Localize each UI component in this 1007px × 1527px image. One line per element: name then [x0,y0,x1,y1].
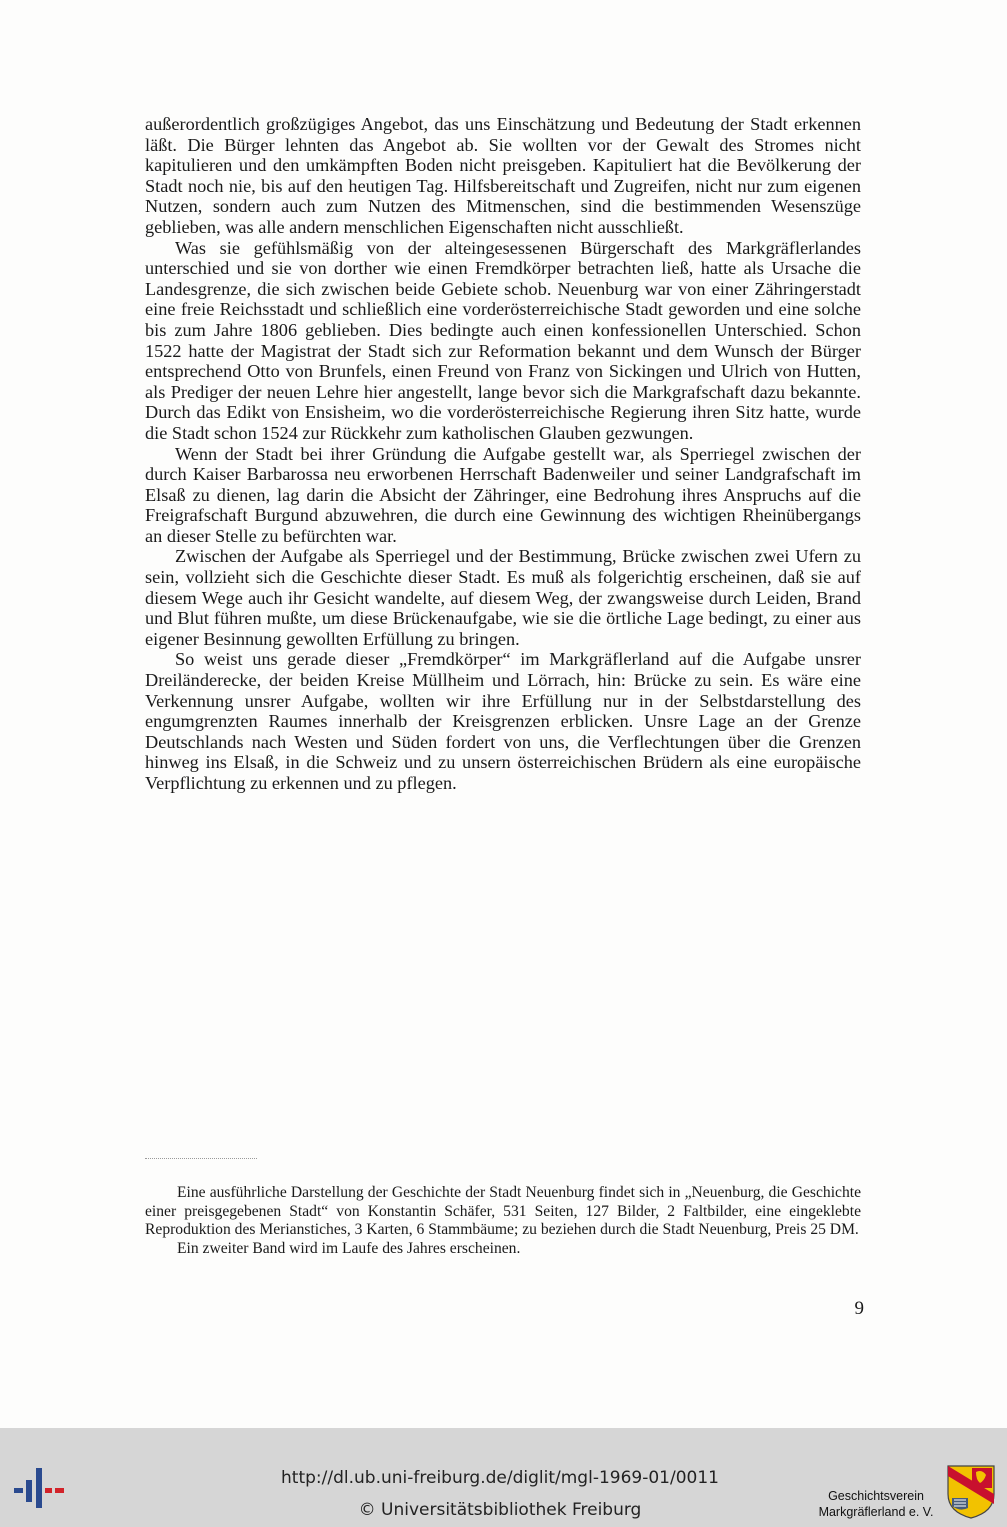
paragraph: Wenn der Stadt bei ihrer Gründung die Aufgabe gestellt war, als Sperriegel zwischen der durch Kaiser Barbarossa neu erworbenen Herrschaft Badenweiler und seiner Landgrafschaft im Elsaß zu dienen, lag darin die Absicht der Zähringer, eine Bedrohung ihres Anspruchs auf die Freigrafschaft Burgund abzuwehren, die durch eine Gewinnung des wichtigen Rheinübergangs an dieser Stelle zu befürchten war. [145,443,861,546]
coat-of-arms-icon[interactable] [946,1464,996,1520]
body-text [145,114,861,794]
footnote-paragraph: Ein zweiter Band wird im Laufe des Jahres erscheinen. [177,1239,521,1257]
paragraph: außerordentlich großzügiges Angebot, das uns Einschätzung und Bedeutung der Stadt erkennen läßt. Die Bürger lehnten das Angebot ab. Sie wollten vor der Gewalt des Stromes nicht kapitulieren und den umkämpften Boden nicht preisgeben. Kapituliert hat die Bevölkerung der Stadt noch nie, bis auf den heutigen Tag. Hilfsbereitschaft und Zugreifen, nicht nur zum eigenen Nutzen, sondern auch zum Nutzen des Mitmenschen, sind die bestimmenden Wesenszüge geblieben, was alle andern menschlichen Eigenschaften nicht ausschließt. [145,114,861,237]
page-number: 9 [854,1298,864,1319]
footnote [145,1184,861,1258]
footer-bar [0,1428,1007,1527]
society-name [806,1488,946,1520]
footnote-divider [145,1158,257,1159]
society-name-line: Geschichtsverein [828,1489,924,1503]
ub-freiburg-logo-icon[interactable] [14,1468,64,1508]
paragraph: Zwischen der Aufgabe als Sperriegel und der Bestimmung, Brücke zwischen zwei Ufern zu sein, vollzieht sich die Geschichte dieser Stadt. Es muß als folgerichtig erscheinen, daß sie auf diesem Wege auch ihr Gesicht wandelte, auf diesem Weg, der zwangsweise durch Leiden, Brand und Blut führen mußte, um diese Brückenaufgabe, wie sie die örtliche Lage bedingt, zu einer aus eigener Besinnung gewollten Erfüllung zu bringen. [145,546,861,649]
footer-url-link[interactable]: http://dl.ub.uni-freiburg.de/diglit/mgl-1969-01/0011 [281,1468,719,1488]
paragraph: So weist uns gerade dieser „Fremdkörper“ im Markgräflerland auf die Aufgabe unsrer Dreiländerecke, der beiden Kreise Müllheim und Lörrach, hin: Brücke zu sein. Es wäre eine Verkennung unsrer Aufgabe, wollten wir ihre Erfüllung nur in der Selbstdarstellung des engumgrenzten Raumes innerhalb der Kreisgrenzen erblicken. Unsre Lage an der Grenze Deutschlands nach Westen und Süden fordert von uns, die Verflechtungen über die Grenzen hinweg ins Elsaß, in die Schweiz und zu unsern österreichischen Brüdern als eine europäische Verpflichtung zu erkennen und zu pflegen. [145,649,861,793]
footnote-paragraph: Eine ausführliche Darstellung der Geschichte der Stadt Neuenburg findet sich in „Neuenburg, die Geschichte einer preisgegebenen Stadt“ von Konstantin Schäfer, 531 Seiten, 127 Bilder, 2 Faltbilder, eine eingeklebte Reproduktion des Merianstiches, 3 Karten, 6 Stammbäume; zu beziehen durch die Stadt Neuenburg, Preis 25 DM. [145,1184,861,1239]
society-name-line: Markgräflerland e. V. [818,1505,934,1519]
footer-copyright: © Universitätsbibliothek Freiburg [358,1500,642,1520]
paragraph: Was sie gefühlsmäßig von der alteingesessenen Bürgerschaft des Markgräflerlandes unterschied und sie von dorther wie einen Fremdkörper betrachten ließ, hatte als Ursache die Landesgrenze, die sich zwischen beide Gebiete schob. Neuenburg war von einer Zähringerstadt eine freie Reichsstadt und schließlich eine vorderösterreichische Stadt geworden und eine solche bis zum Jahre 1806 geblieben. Dies bedingte auch einen konfessionellen Unterschied. Schon 1522 hatte der Magistrat der Stadt sich zur Reformation bekannt und dem Wunsch der Bürger entsprechend Otto von Brunfels, einen Freund von Franz von Sickingen und Ulrich von Hutten, als Prediger der neuen Lehre hier angestellt, lange bevor sich die Markgrafschaft dazu bekannte. Durch das Edikt von Ensisheim, wo die vorderösterreichische Regierung ihren Sitz hatte, wurde die Stadt schon 1524 zur Rückkehr zum katholischen Glauben gezwungen. [145,237,861,443]
